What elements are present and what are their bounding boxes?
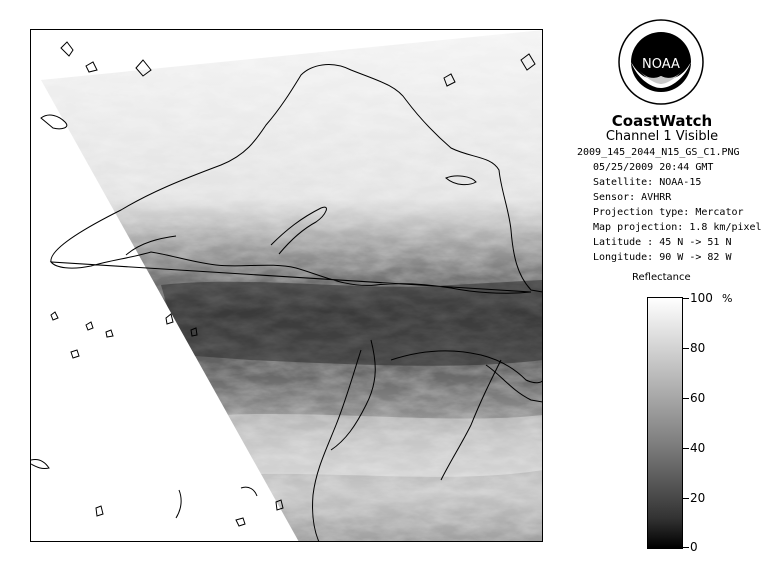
sensor-text: Sensor: AVHRR [593,192,672,203]
colorbar-tick [683,298,689,299]
latitude-text: Latitude : 45 N -> 51 N [593,237,732,248]
colorbar-tick-label: 40 [690,441,706,455]
filename-text: 2009_145_2044_N15_GS_C1.PNG [577,147,740,158]
colorbar-tick-label: 100 [690,291,713,305]
map-canvas [31,30,543,542]
reflectance-colorbar [647,297,683,549]
colorbar-tick [683,398,689,399]
colorbar-tick-label: 80 [690,341,706,355]
product-title: CoastWatch [611,112,713,130]
satellite-map [30,29,543,542]
satellite-swath [31,30,543,542]
colorbar-tick [683,448,689,449]
colorbar-tick-label: 20 [690,491,706,505]
colorbar-tick [683,547,689,548]
channel-subtitle: Channel 1 Visible [605,129,719,144]
colorbar-tick-label: 60 [690,391,706,405]
colorbar-tick [683,498,689,499]
resolution-text: Map projection: 1.8 km/pixel [593,222,762,233]
colorbar-label: Reflectance [632,272,691,283]
longitude-text: Longitude: 90 W -> 82 W [593,252,732,263]
datetime-text: 05/25/2009 20:44 GMT [593,162,714,173]
projection-text: Projection type: Mercator [593,207,744,218]
colorbar-tick-label: 0 [690,540,698,554]
colorbar-unit: % [722,292,733,305]
noaa-logo-icon [617,18,705,106]
noaa-logo-text: NOAA [642,57,680,72]
satellite-text: Satellite: NOAA-15 [593,177,702,188]
colorbar-tick [683,348,689,349]
